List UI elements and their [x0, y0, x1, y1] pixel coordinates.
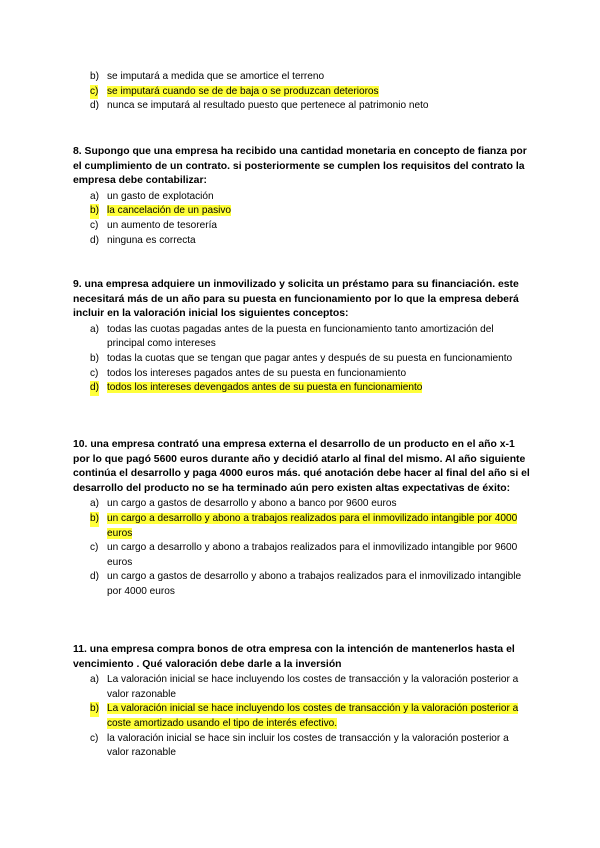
question-9-stem: 9. una empresa adquiere un inmovilizado y solicita un préstamo para su financiación. este necesitará más de un año para su puesta en funcionamiento por lo que la empresa deberá incluir en la valoración inicial los siguientes conceptos: — [73, 279, 519, 320]
q10-option-b: b) un cargo a desarrollo y abono a trabajos realizados para el inmovilizado intangible por 4000 euros — [90, 512, 518, 539]
q8-option-c: c) un aumento de tesorería — [90, 219, 217, 231]
q8-option-d: d) ninguna es correcta — [90, 234, 196, 246]
question-9 — [73, 278, 533, 396]
q10-option-a: a) un cargo a gastos de desarrollo y abono a banco por 9600 euros — [90, 498, 397, 510]
question-11-stem: 11. una empresa compra bonos de otra empresa con la intención de mantenerlos hasta el vencimiento . Qué valoración debe darle a la inversión — [73, 644, 515, 670]
question-10 — [73, 438, 533, 600]
question-8-stem: 8. Supongo que una empresa ha recibido una cantidad monetaria en concepto de fianza por el cumplimiento de un contrato. si posteriormente se cumplen los requisitos del contrato la empresa debe contabilizar: — [73, 146, 527, 187]
q11-option-a: a) La valoración inicial se hace incluyendo los costes de transacción y la valoración posterior a valor razonable — [90, 674, 519, 700]
question-10-stem: 10. una empresa contrató una empresa externa el desarrollo de un producto en el año x-1 por lo que pagó 5600 euros durante año y decidió atarlo al final del mismo. Al año siguiente continúa el desarrollo y paga 4000 euros más. qué anotación debe hacer al final del año si el desarrollo del producto no se ha terminado aún pero existen altas expectativas de éxito: — [73, 439, 530, 494]
q7-option-d: d) nunca se imputará al resultado puesto que pertenece al patrimonio neto — [90, 100, 429, 112]
q8-option-a: a) un gasto de explotación — [90, 190, 214, 202]
q9-option-c: c) todos los intereses pagados antes de su puesta en funcionamiento — [90, 367, 407, 379]
q11-option-c: c) la valoración inicial se hace sin incluir los costes de transacción y la valoración posterior a valor razonable — [90, 732, 509, 759]
q8-option-b: b) la cancelación de un pasivo — [73, 204, 533, 219]
question-8 — [73, 145, 533, 248]
question-11 — [73, 643, 533, 761]
q9-option-d: d) todos los intereses devengados antes de su puesta en funcionamiento — [73, 381, 533, 396]
q7-option-c: c) se imputará cuando se de de baja o se produzcan deterioros — [73, 85, 533, 100]
q9-option-a: a) todas las cuotas pagadas antes de la puesta en funcionamiento tanto amortización del principal como intereses — [90, 323, 494, 350]
q10-option-d: d) un cargo a gastos de desarrollo y abono a trabajos realizados para el inmovilizado intangible por 4000 euros — [90, 571, 522, 597]
q11-option-b: b) La valoración inicial se hace incluyendo los costes de transacción y la valoración posterior a coste amortizado usando el tipo de interés efectivo. — [90, 703, 519, 729]
q9-option-b: b) todas la cuotas que se tengan que pagar antes y después de su puesta en funcionamiento — [90, 352, 513, 364]
q7-option-b: b) se imputará a medida que se amortice el terreno — [90, 71, 325, 82]
question-7-options — [73, 70, 533, 114]
q10-option-c: c) un cargo a desarrollo y abono a trabajos realizados para el inmovilizado intangible por 9600 euros — [90, 542, 518, 568]
